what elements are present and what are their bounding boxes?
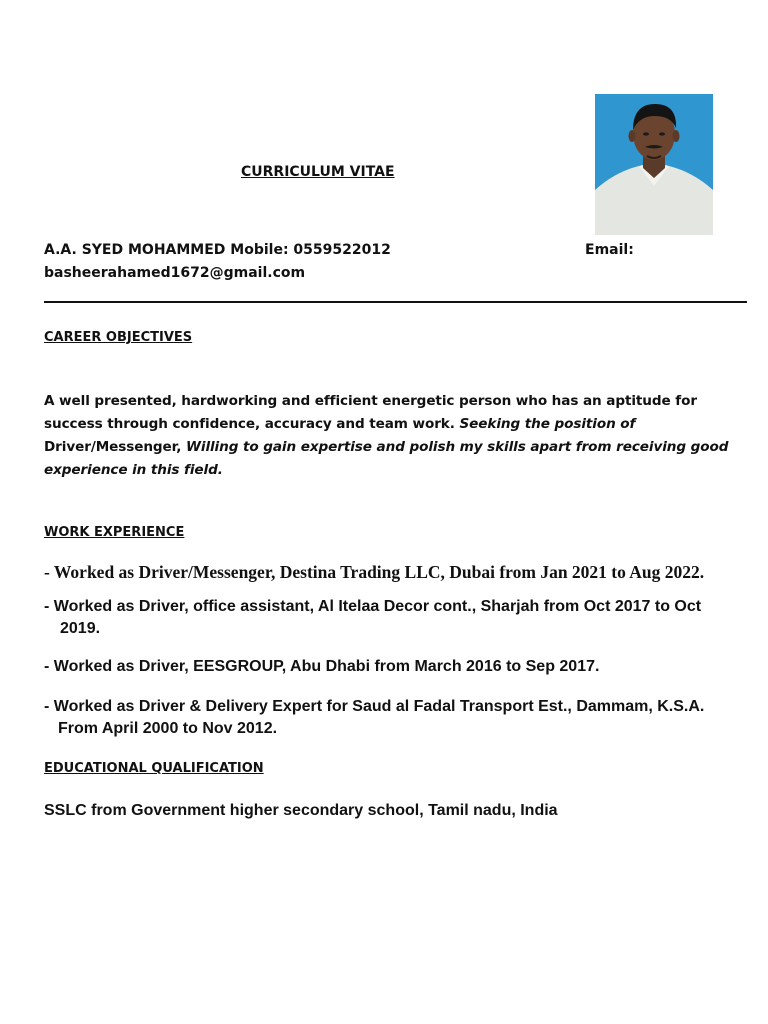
document-title: CURRICULUM VITAE (241, 164, 395, 180)
objective-italic-text: Seeking the position of (459, 416, 636, 432)
work-experience-heading: WORK EXPERIENCE (44, 525, 185, 540)
work-item-continuation: 2019. (60, 620, 101, 637)
objective-position-text: Driver/Messenger, (44, 439, 186, 455)
work-item-continuation: From April 2000 to Nov 2012. (58, 720, 278, 737)
email-address: basheerahamed1672@gmail.com (44, 265, 306, 281)
education-entry: SSLC from Government higher secondary school, Tamil nadu, India (44, 802, 558, 819)
person-portrait-icon (595, 94, 713, 235)
work-item: - Worked as Driver, EESGROUP, Abu Dhabi from March 2016 to Sep 2017. (44, 658, 600, 675)
career-objectives-text (44, 390, 734, 482)
career-objectives-heading: CAREER OBJECTIVES (44, 330, 193, 345)
objective-italic-text-2: Willing to gain expertise and polish my skills apart from receiving good experience in this field. (44, 439, 729, 478)
name-and-mobile: A.A. SYED MOHAMMED Mobile: 0559522012 (44, 242, 391, 258)
profile-photo (595, 94, 713, 235)
header-divider (44, 301, 747, 303)
work-item: - Worked as Driver/Messenger, Destina Trading LLC, Dubai from Jan 2021 to Aug 2022. (44, 562, 705, 582)
work-item: - Worked as Driver, office assistant, Al Itelaa Decor cont., Sharjah from Oct 2017 to Oct (44, 598, 702, 615)
educational-qualification-heading: EDUCATIONAL QUALIFICATION (44, 761, 264, 776)
email-label: Email: (585, 242, 634, 258)
objective-plain-text: A well presented, hardworking and efficient energetic person who has an aptitude for success through confidence, accuracy and team work. (44, 393, 697, 432)
work-item: - Worked as Driver & Delivery Expert for Saud al Fadal Transport Est., Dammam, K.S.A. (44, 698, 705, 715)
